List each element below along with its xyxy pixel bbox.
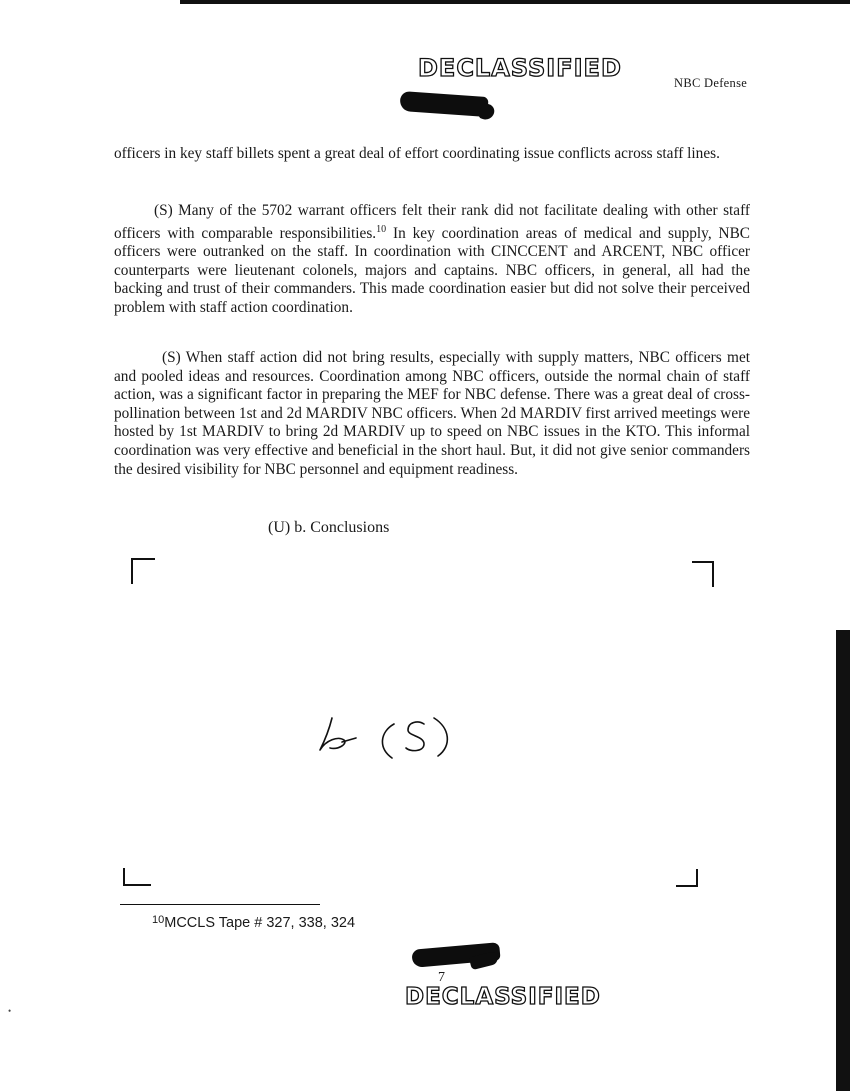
top-edge-rule [180, 0, 850, 4]
scan-edge-bar [836, 630, 850, 1091]
scan-speck: • [8, 1006, 12, 1016]
paragraph-warrant-officers-text: (S) Many of the 5702 warrant officers felt their rank did not facilitate dealing with other staff officers with comparable responsibilities. [114, 202, 750, 242]
redaction-mark-top [399, 91, 488, 117]
footnote [152, 914, 355, 931]
footnote-text: MCCLS Tape # 327, 338, 324 [164, 915, 356, 931]
handwritten-exemption-note [312, 706, 462, 766]
paragraph-staff-action: (S) When staff action did not bring results, especially with supply matters, NBC officers met and pooled ideas and resources. Coordination among NBC officers, outside the normal chain of staff action, was a significant factor in preparing the MEF for NBC defense. There was a great deal of cross-pollination between 1st and 2d MARDIV NBC officers. When 2d MARDIV first arrived meetings were hosted by 1st MARDIV to bring 2d MARDIV up to speed on NBC issues in the KTO. This informal coordination was very effective and beneficial in the short haul. But, it did not give senior commanders the desired visibility for NBC personnel and equipment readiness. [114, 349, 750, 478]
page-number: 7 [438, 970, 445, 985]
running-header: NBC Defense [674, 76, 748, 90]
section-heading-conclusions: (U) b. Conclusions [268, 519, 390, 536]
bracket-top-right [692, 561, 714, 587]
bracket-bottom-left [123, 868, 151, 886]
paragraph-continuation: officers in key staff billets spent a great deal of effort coordinating issue conflicts across staff lines. [114, 145, 720, 162]
footnote-separator [120, 904, 320, 905]
declassified-stamp-bottom: DECLASSIFIED [405, 984, 601, 1010]
bracket-top-left [131, 558, 155, 584]
footnote-reference: 10 [376, 223, 387, 235]
paragraph-warrant-officers [114, 202, 750, 318]
bracket-bottom-right [676, 869, 698, 887]
redaction-mark-top-tip [478, 102, 496, 122]
footnote-marker: 10 [152, 914, 165, 926]
declassified-stamp-top: DECLASSIFIED [418, 54, 622, 82]
paragraph-warrant-officers-text-cont: In key coordination areas of medical and supply, NBC officers were outranked on the staff. In coordination with CINCCENT and ARCENT, NBC officer counterparts were lieutenant colonels, majors and captains. NBC officers, in general, all had the backing and trust of their commanders. This made coordination easier but did not solve their perceived problem with staff action coordination. [114, 224, 750, 316]
